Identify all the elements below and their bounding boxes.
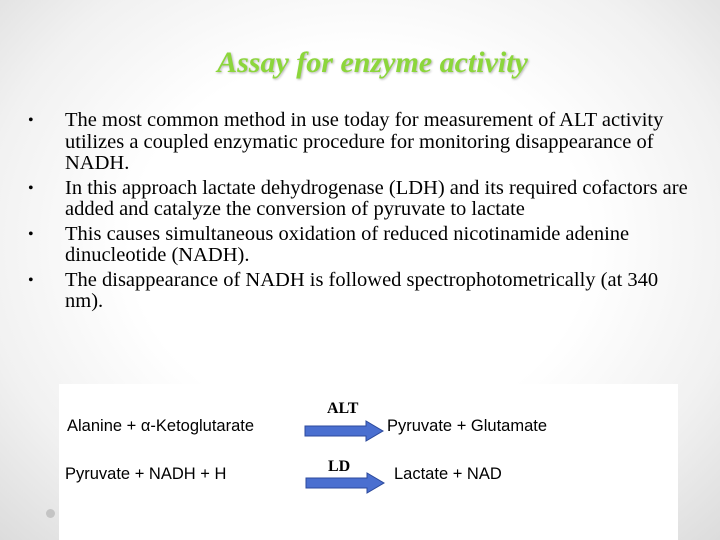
reaction-1-substrates: Alanine + α-Ketoglutarate bbox=[67, 417, 255, 435]
bullet-item bbox=[28, 178, 696, 221]
bullet-item bbox=[28, 110, 696, 175]
reaction-2-substrates: Pyruvate + NADH + H bbox=[65, 465, 227, 483]
decorative-dot bbox=[46, 509, 55, 518]
reaction-2-products: Lactate + NAD bbox=[394, 465, 502, 483]
bullet-text: This causes simultaneous oxidation of reduced nicotinamide adenine dinucleotide (NADH). bbox=[65, 222, 630, 266]
bullet-item bbox=[28, 270, 696, 313]
bullet-text: The most common method in use today for measurement of ALT activity utilizes a coupled enzymatic procedure for monitoring disappearance of NADH. bbox=[65, 109, 664, 174]
bullet-dot: • bbox=[28, 112, 34, 129]
bullet-dot: • bbox=[28, 271, 34, 289]
reaction-2-enzyme: LD bbox=[328, 458, 351, 475]
bullet-list bbox=[28, 110, 696, 316]
bullet-dot: • bbox=[28, 179, 34, 197]
reaction-1-products: Pyruvate + Glutamate bbox=[387, 417, 548, 435]
bullet-item bbox=[28, 224, 696, 267]
reaction-1-enzyme: ALT bbox=[327, 400, 359, 417]
reaction-equations bbox=[59, 384, 678, 540]
right-arrow-icon bbox=[304, 420, 384, 442]
slide-title: Assay for enzyme activity bbox=[217, 46, 528, 79]
bullet-dot: • bbox=[28, 225, 34, 243]
right-arrow-icon bbox=[305, 472, 385, 494]
bullet-text: The disappearance of NADH is followed spectrophotometrically (at 340 nm). bbox=[65, 268, 659, 312]
bullet-text: In this approach lactate dehydrogenase (LDH) and its required cofactors are added and catalyze the conversion of pyruvate to lactate bbox=[65, 176, 688, 220]
